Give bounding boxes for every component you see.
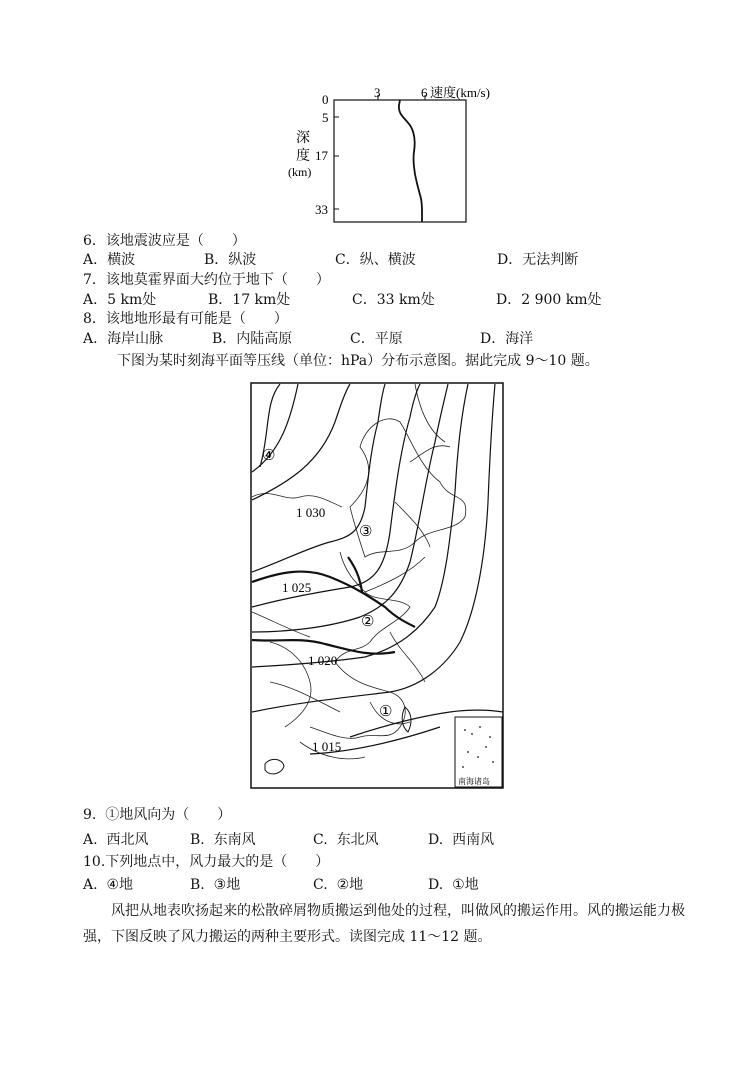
- isobar-label-1030: 1 030: [296, 505, 326, 520]
- q9-option-a: A. 西北风: [83, 832, 149, 848]
- y-label-char-2: 度: [296, 149, 310, 164]
- question-9-stem: 9. ①地风向为（ ）: [83, 807, 232, 823]
- isobar-map: [250, 382, 505, 790]
- q10-option-d: D. ①地: [428, 877, 479, 893]
- y-label-unit: (km): [288, 165, 312, 179]
- isobar-label-1025: 1 025: [282, 580, 312, 595]
- q9-option-d: D. 西南风: [428, 832, 495, 848]
- question-6-stem: 6．该地震波应是（ ）: [83, 233, 246, 249]
- x-tick-6: 6: [421, 85, 428, 100]
- q10-option-b: B. ③地: [190, 877, 241, 893]
- y-tick-0: 0: [322, 92, 329, 107]
- q9-option-c: C. 东北风: [313, 832, 379, 848]
- q8-option-d: D．海洋: [480, 331, 534, 347]
- point-2-label: ②: [361, 614, 375, 630]
- question-10-stem: 10.下列地点中，风力最大的是（ ）: [83, 854, 330, 870]
- y-tick-17: 17: [315, 148, 328, 163]
- velocity-curve: [399, 100, 422, 222]
- q7-option-c: C．33 km处: [352, 292, 435, 308]
- point-3-label: ③: [359, 524, 373, 540]
- q8-option-b: B．内陆高原: [212, 331, 293, 347]
- inset-label: 南海诸岛: [458, 777, 490, 786]
- chart-frame: [334, 100, 466, 222]
- q6-option-d: D．无法判断: [497, 252, 579, 268]
- q9-option-b: B. 东南风: [190, 832, 256, 848]
- question-7-stem: 7．该地莫霍界面大约位于地下（ ）: [83, 272, 330, 288]
- point-1-label: ①: [379, 704, 393, 720]
- isobar-label-1015: 1 015: [312, 739, 342, 754]
- velocity-depth-chart: [280, 80, 510, 230]
- q7-option-a: A．5 km处: [83, 292, 157, 308]
- point-4-label: ④: [262, 448, 276, 464]
- isobar-label-1020: 1 020: [308, 653, 338, 668]
- x-axis-label: 速度(km/s): [430, 85, 490, 100]
- q8-option-c: C．平原: [350, 331, 403, 347]
- y-tick-5: 5: [322, 110, 329, 125]
- q6-option-c: C．纵、横波: [335, 252, 416, 268]
- q10-option-c: C. ②地: [313, 877, 364, 893]
- q6-option-b: B．纵波: [204, 252, 257, 268]
- y-label-char-1: 深: [296, 131, 310, 146]
- q10-option-a: A. ④地: [83, 877, 134, 893]
- paragraph-11-12: 风把从地表吹扬起来的松散碎屑物质搬运到他处的过程，叫做风的搬运作用。风的搬运能力极强，下图反映了风力搬运的两种主要形式。读图完成 11～12 题。: [83, 903, 685, 945]
- question-8-stem: 8．该地地形最有可能是（ ）: [83, 311, 288, 327]
- intro-9-10: 下图为某时刻海平面等压线（单位：hPa）分布示意图。据此完成 9～10 题。: [117, 353, 599, 369]
- y-tick-33: 33: [315, 202, 328, 217]
- q6-option-a: A．横波: [83, 252, 136, 268]
- q7-option-d: D．2 900 km处: [496, 292, 602, 308]
- q8-option-a: A．海岸山脉: [83, 331, 164, 347]
- x-tick-3: 3: [374, 85, 381, 100]
- q7-option-b: B．17 km处: [208, 292, 291, 308]
